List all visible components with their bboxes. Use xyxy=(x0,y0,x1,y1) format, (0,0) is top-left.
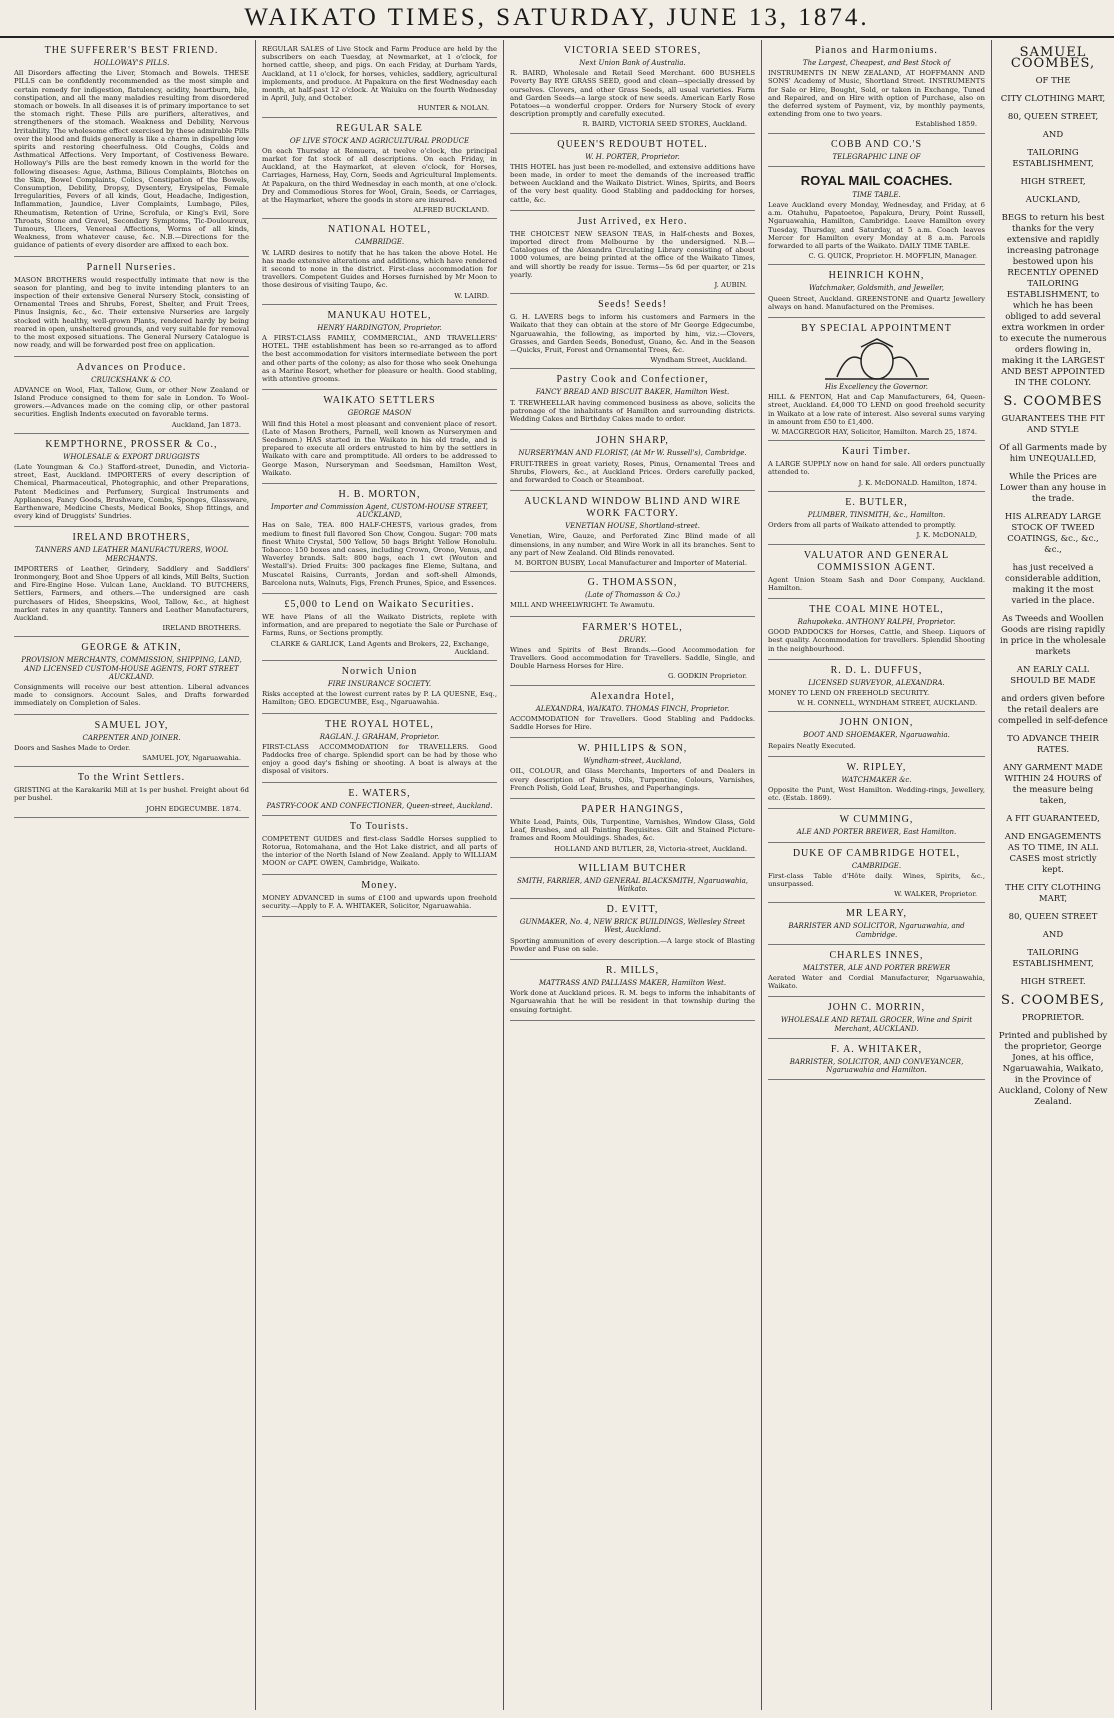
ad-title: THE COAL MINE HOTEL, xyxy=(809,603,944,615)
ad-body: COMPETENT GUIDES and first-class Saddle Horses supplied to Rotorua, Rotomahana, and the Hot Lake district, and all parts of the interior of the North Island of New Zealand. Apply to WILLIAM MOON or CAPT. OWEN, Cambridge, Waikato. xyxy=(262,834,497,868)
ad-subtitle: FIRE INSURANCE SOCIETY. xyxy=(327,679,432,688)
ad-body: GRISTING at the Karakariki Mill at 1s per bushel. Freight about 6d per bushel. xyxy=(14,786,249,803)
advertisement xyxy=(510,134,755,211)
ad-signature: Established 1859. xyxy=(915,120,977,129)
column-4 xyxy=(762,40,992,1710)
ad-title: Parnell Nurseries. xyxy=(86,261,177,273)
ad-signature: SAMUEL JOY, Ngaruawahia. xyxy=(142,754,241,762)
advertisement xyxy=(768,843,985,904)
ad-subtitle: WHOLESALE AND RETAIL GROCER, Wine and Spirit Merchant, AUCKLAND. xyxy=(780,1016,973,1033)
ad-subtitle: Rahupokeka. ANTHONY RALPH, Proprietor. xyxy=(797,617,956,626)
advertisement xyxy=(14,257,249,357)
ad-body: Repairs Neatly Executed. xyxy=(768,741,856,750)
coombes-ad-line: TAILORING ESTABLISHMENT, xyxy=(1012,948,1094,969)
advertisement xyxy=(14,637,249,714)
ad-body: IMPORTERS of Leather, Grindery, Saddlery and Saddlers' Ironmongery, Boot and Shoe Uppers of all kinds, Mill Belts, Suction and Fire-Engine Hose. Vulcan Lane, Auckland. TO BUTCHERS, Settlers, Farmers, and others.—The undersigned are cash purchasers of Hides, Sheepskins, Wool, Tallow, &c., at highest market rates in any quantity. Tanners and Leather Manufacturers, Auckland. xyxy=(14,564,249,622)
ad-body: Wines and Spirits of Best Brands.—Good Accommodation for Travellers. Good accommodation for Travellers. Saddle, Single, and Double Harness Horses for Hire. xyxy=(510,645,755,671)
ad-title: CHARLES INNES, xyxy=(829,949,924,961)
ad-body: WE have Plans of all the Waikato Districts, replete with information, and are prepared to negotiate the Sale or Purchase of Farms, Runs, or Sections promptly. xyxy=(262,612,497,638)
ad-subtitle: BARRISTER, SOLICITOR, AND CONVEYANCER, Ngaruawahia and Hamilton. xyxy=(789,1057,964,1074)
ad-subtitle: HOLLOWAY'S PILLS. xyxy=(93,59,170,67)
ad-body: First-class Table d'Hôte daily. Wines, Spirits, &c., unsurpassed. xyxy=(768,871,985,888)
coombes-ad-line: AND ENGAGEMENTS AS TO TIME, IN ALL CASES most strictly kept. xyxy=(1004,832,1102,875)
ad-title: AUCKLAND WINDOW BLIND AND WIRE WORK FACTORY. xyxy=(524,496,741,520)
advertisement xyxy=(768,492,985,545)
advertisement xyxy=(510,572,755,616)
ad-subtitle: TELEGRAPHIC LINE OF xyxy=(832,152,921,161)
ad-signature: C. G. QUICK, Proprietor. H. MOFFLIN, Manager. xyxy=(808,252,977,261)
ad-title: R. D. L. DUFFUS, xyxy=(830,664,923,676)
ad-body: MASON BROTHERS would respectfully intimate that now is the season for planting, and beg to invite intending planters to an inspection of their extensive General Nursery Stock, consisting of Ornamental Trees and Shrubs, Forest, Shelter, and Fruit Trees, Pinus Insignis, &c., &c. Their extensive Nurseries are largely stocked with healthy, well-grown Plants, rendered hardy by being reared in open, unsheltered grounds, and very suitable for removal to the most exposed situations. The General Nursery Catalogue is now ready, and will be forwarded post free on application. xyxy=(14,275,249,350)
advertisement xyxy=(768,545,985,599)
ad-subtitle: His Excellency the Governor. xyxy=(825,383,928,392)
ad-subtitle: DRURY. xyxy=(618,635,647,644)
advertisement xyxy=(14,767,249,818)
ad-title: Alexandra Hotel, xyxy=(590,690,675,702)
advertisement xyxy=(768,809,985,842)
coombes-ad-line: AUCKLAND, xyxy=(1025,195,1081,205)
ad-signature: M. BORTON BUSBY, Local Manufacturer and Importer of Material. xyxy=(514,558,747,567)
ad-signature: J. K. McDONALD, xyxy=(916,531,977,540)
ad-title: Seeds! Seeds! xyxy=(598,299,667,311)
ad-title: DUKE OF CAMBRIDGE HOTEL, xyxy=(792,847,961,859)
coombes-ad-line: 80, QUEEN STREET, xyxy=(1007,112,1099,122)
ad-subtitle: PLUMBER, TINSMITH, &c., Hamilton. xyxy=(807,510,946,519)
ad-subtitle: FANCY BREAD AND BISCUIT BAKER, Hamilton West. xyxy=(535,388,730,397)
advertisement xyxy=(510,858,755,899)
ad-signature: W. LAIRD. xyxy=(454,291,489,300)
ad-subtitle: CRUICKSHANK & CO. xyxy=(91,375,172,384)
ad-body: HILL & FENTON, Hat and Cap Manufacturers, 64, Queen-street, Auckland. £4,000 TO LEND on good freehold security in Waikato at a low rate of interest. Also several sums varying in amount from £50 to £1,400. xyxy=(768,393,985,426)
advertisement xyxy=(14,527,249,637)
ad-signature: Auckland, Jan 1873. xyxy=(171,420,241,429)
ad-body: W. LAIRD desires to notify that he has taken the above Hotel. He has made extensive alterations and additions, which have rendered it second to none in the district. First-class accommodation for travellers. Competent Guides and Horses furnished by Mr Moon to those desirous of visiting Taupo, &c. xyxy=(262,248,497,290)
ad-subtitle: VENETIAN HOUSE, Shortland-street. xyxy=(565,522,700,531)
royal-crest-icon xyxy=(817,337,937,381)
advertisement xyxy=(262,219,497,304)
advertisement xyxy=(768,997,985,1038)
ad-body: Work done at Auckland prices. R. M. begs to inform the inhabitants of Ngaruawahia that he will be resident in that township during the ensuing fortnight. xyxy=(510,989,755,1014)
ad-signature: HOLLAND AND BUTLER, 28, Victoria-street, Auckland. xyxy=(554,844,747,853)
ad-title: D. EVITT, xyxy=(606,904,659,916)
ad-body: A LARGE SUPPLY now on hand for sale. All orders punctually attended to. xyxy=(768,460,985,477)
ad-subtitle: WHOLESALE & EXPORT DRUGGISTS xyxy=(63,452,200,461)
ad-title: THE ROYAL HOTEL, xyxy=(325,718,434,730)
coombes-ad-line: SAMUEL COOMBES, xyxy=(1010,45,1096,71)
ad-body: White Lead, Paints, Oils, Turpentine, Varnishes, Window Glass, Gold Leaf, Brushes, and all Painting Requisites. Gilt and Stained Picture-frames and Room Mouldings. Shades, &c. xyxy=(510,817,755,843)
coombes-ad-line: While the Prices are Lower than any house in the trade. xyxy=(999,472,1107,504)
ad-body: MILL AND WHEELWRIGHT. Te Awamutu. xyxy=(510,601,655,610)
advertisement xyxy=(14,357,249,434)
ad-subtitle: The Largest, Cheapest, and Best Stock of xyxy=(802,59,951,67)
advertisement xyxy=(510,40,755,134)
ad-body: INSTRUMENTS IN NEW ZEALAND, AT HOFFMANN AND SONS' Academy of Music, Shortland Street. INSTRUMENTS for Sale or Hire, Bought, Sold, or taken in Exchange, Tuned and Repaired, and on Hire with option of Purchase, also on the deferred system of Payment, viz, by monthly payments, extending from one to two years. xyxy=(768,69,985,119)
coombes-ad-line: A FIT GUARANTEED, xyxy=(1006,814,1100,824)
ad-subtitle: RAGLAN. J. GRAHAM, Proprietor. xyxy=(319,732,440,741)
ad-title: Money. xyxy=(361,879,398,891)
advertisement xyxy=(768,265,985,318)
masthead: WAIKATO TIMES, SATURDAY, JUNE 13, 1874. xyxy=(0,0,1114,38)
ad-subtitle: CAMBRIDGE. xyxy=(851,861,902,870)
ad-body: MONEY TO LEND ON FREEHOLD SECURITY. xyxy=(768,688,930,697)
ad-title: R. MILLS, xyxy=(605,965,660,976)
coombes-ad-line: Of all Garments made by him UNEQUALLED, xyxy=(999,443,1107,464)
coombes-ad-line: AN EARLY CALL SHOULD BE MADE xyxy=(1010,665,1096,686)
coombes-ad-line: BEGS to return his best thanks for the very extensive and rapidly increasing patronage bestowed upon his RECENTLY OPENED TAILORING ESTABLISHMENT, to which he has been obliged to add several extra workmen in order to execute the numerous orders flowing in, making it the LARGEST AND BEST APPOINTED IN THE COLONY. xyxy=(999,213,1107,388)
advertisement xyxy=(14,434,249,528)
advertisement xyxy=(262,118,497,220)
ad-title: W. RIPLEY, xyxy=(846,761,907,773)
ad-subtitle: LICENSED SURVEYOR, ALEXANDRA. xyxy=(808,678,945,687)
coombes-ad-line: GUARANTEES THE FIT AND STYLE xyxy=(1001,414,1105,435)
coombes-ad-line: S. COOMBES xyxy=(1003,394,1103,409)
advertisement xyxy=(510,430,755,491)
ad-body: Agent Union Steam Sash and Door Company, Auckland. Hamilton. xyxy=(768,575,985,592)
ad-title: To Tourists. xyxy=(349,820,410,832)
ad-body: Sporting ammunition of every description.—A large stock of Blasting Powder and Fuse on sale. xyxy=(510,936,755,953)
ad-subtitle: (Late of Thomasson & Co.) xyxy=(585,591,680,600)
advertisement xyxy=(768,660,985,713)
advertisement xyxy=(262,875,497,917)
ad-title: BY SPECIAL APPOINTMENT xyxy=(801,323,952,335)
ad-signature: W. H. CONNELL, WYNDHAM STREET, AUCKLAND. xyxy=(797,699,977,708)
advertisement xyxy=(510,369,755,430)
ad-title: E. WATERS, xyxy=(348,787,411,799)
coombes-ad-line: As Tweeds and Woollen Goods are rising rapidly in price in the wholesale markets xyxy=(1000,614,1106,657)
ad-title: JOHN C. MORRIN, xyxy=(827,1002,926,1014)
coombes-ad-line: 80, QUEEN STREET xyxy=(1008,912,1098,922)
ad-title: Just Arrived, ex Hero. xyxy=(577,215,688,227)
ad-body: Has on Sale, TEA. 800 HALF-CHESTS, various grades, from medium to finest full flavored Son Chow, Congou. Sugar: 700 mats finest White Crystal, 500 Yellow, 50 bags Bright Yellow Honolulu. Tobacco: 150 boxes and cases, including Crown, Orono, Venus, and Waverley brands. Salt: 800 bags, each 1 cwt (Wouton and Westall's). Dried Fruits: 300 packages fine Eleme, Sultana, and Muscatel Raisins, Currants, Jordan and soft-shell Almonds, Barcelona nuts, Walnuts, Figs, French Prunes, Spice, and Essences. xyxy=(262,521,497,587)
ad-body: Doors and Sashes Made to Order. xyxy=(14,743,131,752)
advertisement xyxy=(768,1039,985,1080)
ad-body: R. BAIRD, Wholesale and Retail Seed Merchant. 600 BUSHELS Poverty Bay RYE GRASS SEED, good and clean—specially dressed by ourselves. Clovers, and other Grass Seeds, all usual varieties. Farm and Garden Seeds—a large stock of new seeds. American Early Rose Potatoes—a wonderful cropper. Orders for Nursery Stock of every description promptly and carefully executed. xyxy=(510,69,755,119)
ad-signature: HUNTER & NOLAN. xyxy=(417,104,489,113)
ad-subtitle: Wyndham-street, Auckland, xyxy=(583,757,682,766)
advertisement xyxy=(510,294,755,369)
ad-signature: G. GODKIN Proprietor. xyxy=(667,672,747,681)
ad-title: W. PHILLIPS & SON, xyxy=(577,743,688,755)
ad-title: VALUATOR AND GENERAL COMMISSION AGENT. xyxy=(803,549,950,573)
coombes-ad-line: CITY CLOTHING MART, xyxy=(1000,94,1106,104)
ad-body: THIS HOTEL has just been re-modelled, and extensive additions have been made, in order to meet the demands of the increased traffic between Auckland and the Waikato District. Wines, Spirits, and Beers of the very best quality. Good Stabling and paddocking for horses, cattle, &c. xyxy=(510,162,755,204)
ad-body: ADVANCE on Wool, Flax, Tallow, Gum, or other New Zealand or Island Produce consigned to them for sale in London. To Wool-growers.—Advances made on the coming clip, or other pastoral securities. English Indents executed on favorable terms. xyxy=(14,385,249,419)
advertisement xyxy=(510,686,755,739)
ad-title: MR LEARY, xyxy=(845,908,908,920)
ad-title: MANUKAU HOTEL, xyxy=(327,309,432,321)
ad-title: Pianos and Harmoniums. xyxy=(815,45,938,56)
ad-title: FARMER'S HOTEL, xyxy=(582,621,683,633)
ad-subtitle: OF LIVE STOCK AND AGRICULTURAL PRODUCE xyxy=(289,136,470,145)
ad-subtitle: SMITH, FARRIER, AND GENERAL BLACKSMITH, Ngaruawahia, Waikato. xyxy=(516,876,749,893)
ad-body: All Disorders affecting the Liver, Stomach and Bowels. THESE PILLS can be confidently recommended as the most simple and certain remedy for indigestion, flatulency, acidity, heartburn, bile, constipation, and all the many maladies resulting from disordered stomach or bowels. In all diseases it is of primary importance to set the stomach right. These Pills are purifiers, alteratives, and strengtheners of the stomach. Weakness and Debility, Nervous Irritability. The wholesome effect exercised by these admirable Pills over the blood and fluids generally is like a charm in dispelling low spirits and restoring cheerfulness. Old Coughs, Colds and Asthmatical Affections. Very Important, of Costiveness Beware. Holloway's Pills are the best remedy known in the world for the following diseases: Ague, Asthma, Bilious Complaints, Blotches on the Skin, Bowel Complaints, Colics, Constipation of the Bowels, Consumption, Debility, Dropsy, Dysentery, Erysipelas, Female Irregularities, Fevers of all kinds, Gout, Headache, Indigestion, Inflammation, Jaundice, Liver Complaints, Lumbago, Piles, Rheumatism, Retention of Urine, Scrofula, or King's Evil, Sore Throats, Stone and Gravel, Secondary Symptoms, Tic-Douloureux, Tumours, Ulcers, Venereal Affections, Worms of all kinds, Weakness, from whatever cause, &c. N.B.—Directions for the guidance of patients of every disorder are affixed to each box. xyxy=(14,69,249,250)
column-2 xyxy=(256,40,504,1710)
ad-subtitle: NURSERYMAN AND FLORIST, (At Mr W. Russell's), Cambridge. xyxy=(518,449,747,458)
ad-title: Kauri Timber. xyxy=(841,446,912,458)
coombes-ad-line: AND xyxy=(1042,130,1064,140)
ad-body: MONEY ADVANCED in sums of £100 and upwards upon freehold security.—Apply to F. A. WHITAKER, Solicitor, Ngaruawahia. xyxy=(262,893,497,910)
ad-title: Norwich Union xyxy=(341,665,418,677)
ad-subtitle: Importer and Commission Agent, CUSTOM-HOUSE STREET, AUCKLAND, xyxy=(271,502,488,520)
ad-title: W CUMMING, xyxy=(839,814,914,826)
ad-title: GEORGE & ATKIN, xyxy=(81,642,182,654)
ad-signature: J. AUBIN. xyxy=(714,281,747,290)
ad-body: Consignments will receive our best attention. Liberal advances made to consignors. Account Sales, and Drafts forwarded immediately on Completion of Sales. xyxy=(14,682,249,708)
coombes-ad-line: Printed and published by the proprietor, George Jones, at his office, Ngaruawahia, Waikato, in the Province of Auckland, Colony of New Zealand. xyxy=(998,1031,1108,1107)
ad-subtitle: GEORGE MASON xyxy=(347,409,412,418)
coombes-ad-line: OF THE xyxy=(1035,76,1071,86)
advertisement xyxy=(510,738,755,799)
ad-signature: IRELAND BROTHERS. xyxy=(162,624,241,633)
ad-signature: W. MACGREGOR HAY, Solicitor, Hamilton. March 25, 1874. xyxy=(771,428,977,437)
advertisement xyxy=(768,441,985,492)
advertisement xyxy=(768,40,985,134)
ad-title: JOHN ONION, xyxy=(839,717,914,729)
ad-title: HEINRICH KOHN, xyxy=(828,270,925,282)
advertisement xyxy=(768,599,985,660)
ad-subtitle: WATCHMAKER &c. xyxy=(841,775,912,784)
ad-subtitle: TIME TABLE. xyxy=(852,190,901,199)
ad-subtitle: CARPENTER AND JOINER. xyxy=(82,733,181,742)
coombes-ad-line: has just received a considerable addition, making it the most varied in the place. xyxy=(1004,563,1102,606)
ad-title: NATIONAL HOTEL, xyxy=(328,224,431,236)
ad-body: REGULAR SALES of Live Stock and Farm Produce are held by the subscribers on each Tuesday, at Newmarket, at 1 o'clock, for horned cattle, sheep, and pigs. On each Friday, at Durham Yards, Auckland, at 11 o'clock, for horses, vehicles, saddlery, agricultural implements, and produce. At Papakura on the first Wednesday each month, at half-past 12 o'clock. At Waiuku on the fourth Wednesday in April, July, and October. xyxy=(262,45,497,103)
ad-body: Aerated Water and Cordial Manufacturer, Ngaruawahia, Waikato. xyxy=(768,973,985,991)
ad-title: PAPER HANGINGS, xyxy=(581,803,684,815)
ad-body: On each Thursday at Remuera, at twelve o'clock, the principal market for fat stock of all descriptions. On each Friday, in Auckland, at the Haymarket, at eleven o'clock, for Horses, Carriages, Harness, Hay, Corn, Seeds and Agricultural Implements. At Papakura, on the third Wednesday in each month, at one o'clock. Dry and Commodious Stores for Wool, Grain, Seeds, or Carriages, at the Haymarket, where the goods in store are insured. xyxy=(262,146,497,205)
advertisement xyxy=(262,594,497,661)
ad-title: To the Wrint Settlers. xyxy=(77,772,186,784)
ad-title: IRELAND BROTHERS, xyxy=(72,532,191,544)
ad-title: Advances on Produce. xyxy=(76,361,187,373)
ad-body: Orders from all parts of Waikato attended to promptly. xyxy=(768,521,956,530)
advertisement xyxy=(262,816,497,875)
ad-title: G. THOMASSON, xyxy=(587,577,678,589)
ad-subtitle: W. H. PORTER, Proprietor. xyxy=(585,152,680,161)
ad-title: H. B. MORTON, xyxy=(338,488,421,500)
ad-body: GOOD PADDOCKS for Horses, Cattle, and Sheep. Liquors of best quality. Accommodation for travellers. Splendid Shooting in the neighbourhood. xyxy=(768,628,985,653)
ad-subtitle: BOOT AND SHOEMAKER, Ngaruawahia. xyxy=(803,731,950,740)
ad-body: Opposite the Punt, West Hamilton. Wedding-rings, Jewellery, etc. (Estab. 1869). xyxy=(768,785,985,803)
ad-subtitle: Watchmaker, Goldsmith, and Jeweller, xyxy=(809,284,944,293)
advertisement xyxy=(262,305,497,390)
ad-body: OIL, COLOUR, and Glass Merchants, Importers of and Dealers in every description of Paints, Oils, Turpentine, Colours, Varnishes, French Polish, Gold Leaf, Brushes, and Paperhangings. xyxy=(510,767,755,792)
ad-title: QUEEN'S REDOUBT HOTEL. xyxy=(557,138,708,150)
advertisement xyxy=(768,757,985,810)
advertisement xyxy=(14,40,249,257)
coombes-ad-line: AND xyxy=(1042,930,1064,940)
advertisement xyxy=(768,945,985,998)
ad-body: FRUIT-TREES in great variety, Roses, Pinus, Ornamental Trees and Shrubs, Flowers, &c., at Auckland Prices. Orders carefully packed, and forwarded to Coach or Steamboat. xyxy=(510,459,755,484)
ad-title: VICTORIA SEED STORES, xyxy=(563,45,702,56)
ad-subtitle: MATTRASS AND PALLIASS MAKER, Hamilton West. xyxy=(538,979,727,987)
ad-title: WILLIAM BUTCHER xyxy=(578,862,687,874)
column-1 xyxy=(8,40,256,1710)
ad-subtitle: PROVISION MERCHANTS, COMMISSION, SHIPPING, LAND, AND LICENSED CUSTOM-HOUSE AGENTS, FORT STREET AUCKLAND. xyxy=(21,656,242,681)
coombes-ad-line: HIGH STREET. xyxy=(1020,977,1086,987)
ad-title: ROYAL MAIL COACHES. xyxy=(800,172,953,188)
ad-title: E. BUTLER, xyxy=(845,496,908,508)
ad-title: F. A. WHITAKER, xyxy=(830,1043,923,1055)
advertisement xyxy=(14,715,249,768)
ad-body: Venetian, Wire, Gauze, and Perforated Zinc Blind made of all dimensions, in any number, and Wire Work in all its branches. Sent to any part of New Zealand. Old Blinds renovated. xyxy=(510,532,755,557)
ad-title: REGULAR SALE xyxy=(336,122,423,134)
ad-body: THE CHOICEST NEW SEASON TEAS, in Half-chests and Boxes, imported direct from Melbourne by the undersigned. N.B.—Catalogues of the Alexandra Circulating Library consisting of about 1000 volumes, are being printed at the office of the Waikato Times, and will shortly be ready for issue. Terms—5s 6d per quarter, or 21s yearly. xyxy=(510,229,755,279)
ad-title: SAMUEL JOY, xyxy=(94,719,169,731)
advertisement xyxy=(768,167,985,266)
ad-subtitle: PASTRY-COOK AND CONFECTIONER, Queen-street, Auckland. xyxy=(266,801,493,810)
advertisement xyxy=(262,661,497,714)
ad-body: Risks accepted at the lowest current rates by P. LA QUESNE, Esq., Hamilton; GEO. EDGECUMBE, Esq., Ngaruawahia. xyxy=(262,690,497,707)
ad-subtitle: MALTSTER, ALE AND PORTER BREWER xyxy=(802,963,951,972)
ad-signature: ALFRED BUCKLAND. xyxy=(413,206,489,215)
coombes-ad-line: TAILORING ESTABLISHMENT, xyxy=(1012,148,1094,169)
advertisement xyxy=(262,40,497,118)
ad-subtitle: BARRISTER AND SOLICITOR, Ngaruawahia, and Cambridge. xyxy=(788,922,965,939)
advertisement xyxy=(768,134,985,167)
ad-subtitle: TANNERS AND LEATHER MANUFACTURERS, WOOL MERCHANTS. xyxy=(34,546,229,563)
advertisement xyxy=(510,799,755,858)
ad-title: Pastry Cook and Confectioner, xyxy=(556,374,709,386)
column-3 xyxy=(504,40,762,1710)
ad-body: A FIRST-CLASS FAMILY, COMMERCIAL, AND TRAVELLERS' HOTEL. THE establishment has been so re-arranged as to afford the best accommodation for visitors intermediate between the port and other parts of the colony; as also for those who seek Onehunga as a Marine Resort, whether for pleasure or health. Good stabling, with attentive grooms. xyxy=(262,334,497,384)
advertisement xyxy=(510,491,755,572)
ad-subtitle: CAMBRIDGE. xyxy=(354,238,405,247)
ad-subtitle: HENRY HARDINGTON, Proprietor. xyxy=(317,323,442,332)
ad-subtitle: GUNMAKER, No. 4, NEW BRICK BUILDINGS, Wellesley Street West, Auckland. xyxy=(519,918,746,935)
advertisement xyxy=(262,714,497,783)
ad-subtitle: ALEXANDRA, WAIKATO. THOMAS FINCH, Proprietor. xyxy=(535,704,730,713)
advertisement xyxy=(510,617,755,686)
ad-signature: J. K. McDONALD. Hamilton, 1874. xyxy=(858,478,977,487)
ad-body: Leave Auckland every Monday, Wednesday, and Friday, at 6 a.m. Otahuhu, Papatoetoe, Papakura, Drury, Point Russell, Ngaruawahia, Hamilton, Cambridge. Leave Hamilton every Tuesday, Thursday, and Saturday, at 5 a.m. Coach leaves Mercer for Hamilton every Monday at 8 a.m. Parcels forwarded to all parts of the Waikato. DAILY TIME TABLE. xyxy=(768,201,985,251)
advertisement xyxy=(510,899,755,960)
coombes-ad-line: S. COOMBES, xyxy=(1001,993,1105,1008)
ad-signature: R. BAIRD, VICTORIA SEED STORES, Auckland. xyxy=(582,120,747,129)
coombes-ad-line: PROPRIETOR. xyxy=(1021,1013,1085,1023)
ad-body: FIRST-CLASS ACCOMMODATION for TRAVELLERS. Good Paddocks free of charge. Splendid sport can be had by those who enjoy a good day's fishing or shooting. A boat is always at the disposal of visitors. xyxy=(262,742,497,776)
ad-subtitle: Next Union Bank of Australia. xyxy=(579,59,686,67)
advertisement xyxy=(510,211,755,294)
ad-title: THE SUFFERER'S BEST FRIEND. xyxy=(44,45,219,56)
advertisement xyxy=(262,783,497,816)
ad-body: ACCOMMODATION for Travellers. Good Stabling and Paddocks. Saddle Horses for Hire. xyxy=(510,714,755,731)
ad-body: (Late Youngman & Co.) Stafford-street, Dunedin, and Victoria-street, East, Auckland. IMPORTERS of every description of Chemical, Pharmaceutical, Photographic, and other Preparations, Patent Medicines and Perfumery, Surgical Instruments and Appliances, Fancy Goods, Brushware, Combs, Sponges, Glassware, Earthenware, Medicine Chests, Medical Books, Shop fittings, and every kind of Druggists' Sundries. xyxy=(14,462,249,521)
coombes-ad-line: HIGH STREET, xyxy=(1020,177,1086,187)
advertisement xyxy=(768,903,985,944)
coombes-ad-line: THE CITY CLOTHING MART, xyxy=(1005,883,1101,904)
ad-signature: Wyndham Street, Auckland. xyxy=(650,356,747,365)
coombes-ad-line: HIS ALREADY LARGE STOCK OF TWEED COATINGS, &c., &c., &c., xyxy=(1004,512,1102,555)
ad-body: G. H. LAVERS begs to inform his customers and Farmers in the Waikato that they can obtain at the store of Mr George Edgecumbe, Ngaruawahia, the following, as imported by him, viz.:—Clovers, Grasses, and Garden Seeds, Bonedust, Guano, &c. And in the Season—Quicks, Fruit, Forest and Ornamental Trees, &c. xyxy=(510,313,755,355)
advertisement xyxy=(262,484,497,594)
advertisement xyxy=(768,712,985,756)
ad-title: WAIKATO SETTLERS xyxy=(323,395,436,407)
ad-title: COBB AND CO.'S xyxy=(830,138,923,150)
ad-body: Will find this Hotel a most pleasant and convenient place of resort. (Late of Mason Brothers, Parnell, well known as Nurserymen and Seedsmen.) HAS started in the Waikato in his old trade, and is prepared to execute all orders entrusted to him by the settlers in Waikato with care and promptitude. All orders to be addressed to George Mason, Nurseryman and Seedsman, Hamilton West, Waikato. xyxy=(262,419,497,477)
ad-title: £5,000 to Lend on Waikato Securities. xyxy=(284,598,475,610)
ad-subtitle: ALE AND PORTER BREWER, East Hamilton. xyxy=(796,828,957,837)
ad-title: KEMPTHORNE, PROSSER & Co., xyxy=(45,438,218,450)
advertisement xyxy=(262,390,497,484)
ad-body: T. TREWHEELLAR having commenced business as above, solicits the patronage of the inhabitants of Hamilton and surrounding districts. Wedding Cakes and Birthday Cakes made to order. xyxy=(510,398,755,424)
coombes-ad-line: ANY GARMENT MADE WITHIN 24 HOURS of the measure being taken, xyxy=(1003,763,1103,806)
ad-signature: W. WALKER, Proprietor. xyxy=(894,890,977,899)
coombes-ad-line: TO ADVANCE THEIR RATES. xyxy=(1007,734,1099,755)
ad-body: Queen Street, Auckland. GREENSTONE and Quartz Jewellery always on hand. Manufactured on the Premises. xyxy=(768,294,985,311)
column-5 xyxy=(992,40,1114,1710)
ad-signature: CLARKE & GARLICK, Land Agents and Brokers, 22, Exchange, Auckland. xyxy=(270,639,489,656)
advertisement xyxy=(768,318,985,441)
advertisement xyxy=(510,960,755,1021)
coombes-ad-line: and orders given before the retail dealers are compelled in self-defence xyxy=(998,694,1108,726)
ad-title: JOHN SHARP, xyxy=(596,435,669,447)
ad-signature: JOHN EDGECUMBE. 1874. xyxy=(146,804,241,813)
